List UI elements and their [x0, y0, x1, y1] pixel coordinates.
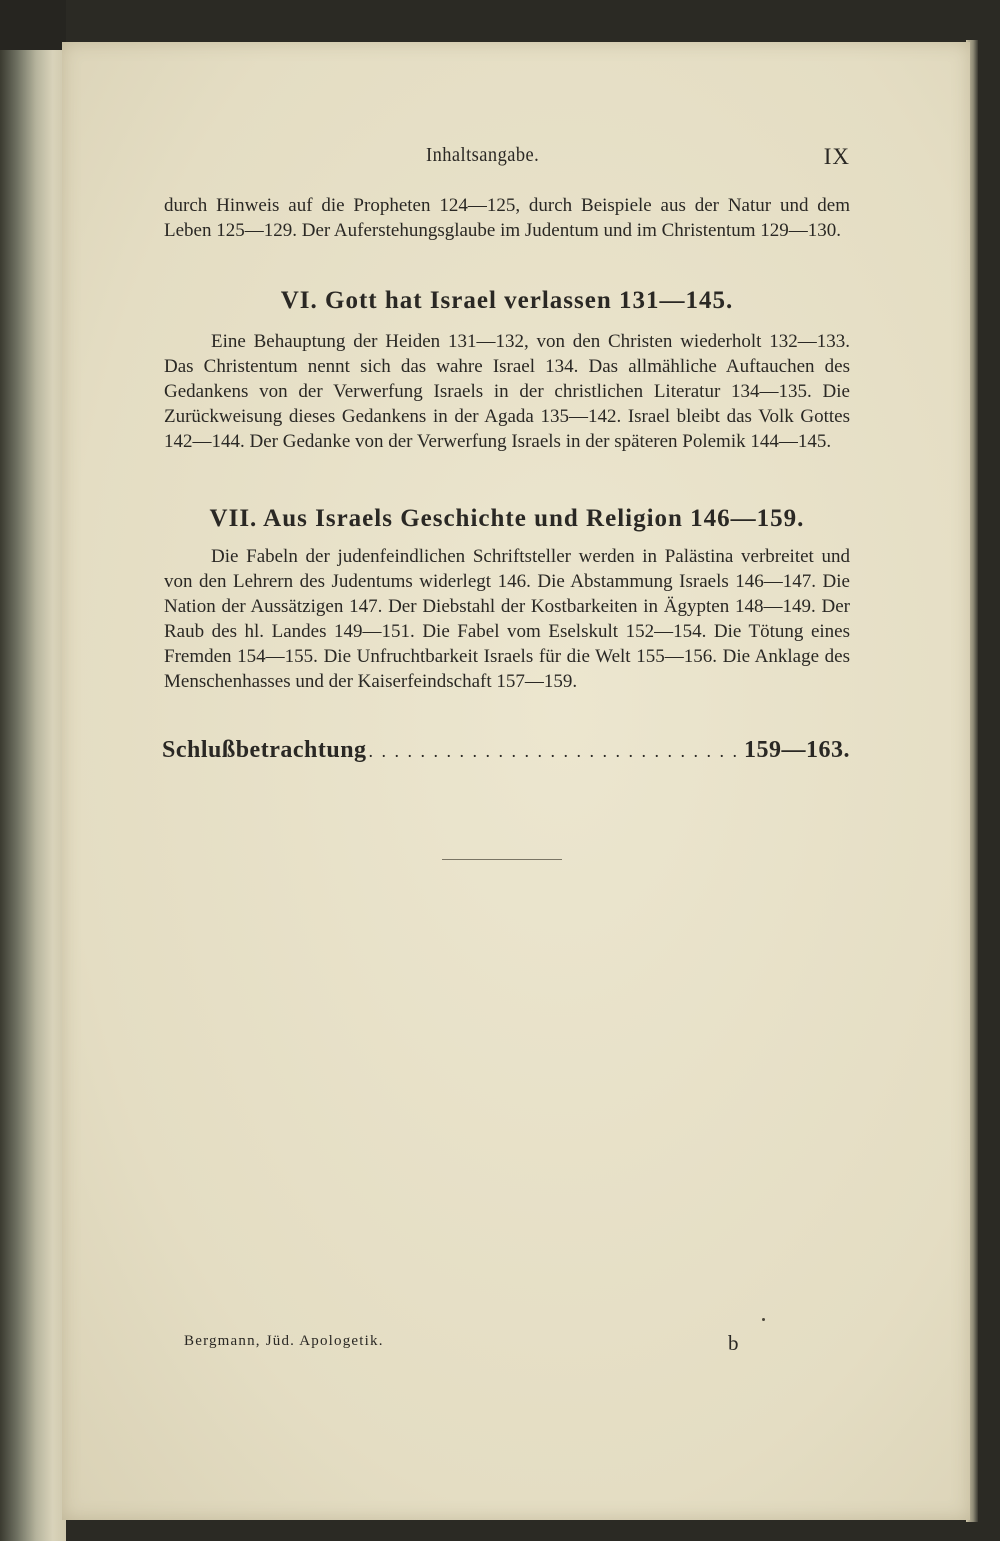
running-header [164, 144, 852, 174]
section-vii-title: VII. Aus Israels Geschichte und Religion 146—159. [209, 505, 805, 532]
toc-entry-conclusion [162, 737, 850, 764]
toc-label: Schlußbetrachtung [162, 737, 367, 763]
signature-mark: b [728, 1331, 739, 1355]
page-number: IX [823, 144, 850, 169]
header-title: Inhaltsangabe. [426, 144, 540, 166]
intro-paragraph: durch Hinweis auf die Propheten 124—125, durch Beispiele aus der Natur und dem Leben 125—129. Der Auferstehungsglaube im Judentum und im Christentum 129—130. [164, 195, 850, 241]
book-binding-shadow [0, 0, 66, 50]
paper-speck [762, 1318, 765, 1321]
toc-leader-dots [369, 741, 738, 762]
section-divider [442, 859, 562, 860]
section-vii-paragraph: Die Fabeln der judenfeindlichen Schriftsteller werden in Palästina verbreitet und von den Lehrern des Judentums widerlegt 146. Die Abstammung Israels 146—147. Die Nation der Aussätzigen 147. Der Diebstahl der Kostbarkeiten in Ägypten 148—149. Der Raub des hl. Landes 149—151. Die Fabel vom Eselskult 152—154. Die Tötung eines Fremden 154—155. Die Unfruchtbarkeit Israels für die Welt 155—156. Die Anklage des Menschenhasses und der Kaiserfeindschaft 157—159. [164, 546, 850, 692]
book-page [62, 42, 970, 1520]
section-vi-title: VI. Gott hat Israel verlassen 131—145. [280, 287, 734, 314]
toc-page-range: 159—163. [744, 737, 850, 763]
footer-book-title: Bergmann, Jüd. Apologetik. [184, 1333, 384, 1349]
section-vi-paragraph: Eine Behauptung der Heiden 131—132, von den Christen wiederholt 132—133. Das Christentum nennt sich das wahre Israel 134. Das allmähliche Auftauchen des Gedankens von der Verwerfung Israels in der christlichen Literatur 134—135. Die Zurückweisung dieses Gedankens in der Agada 135—142. Israel bleibt das Volk Gottes 142—144. Der Gedanke von der Verwerfung Israels in der späteren Polemik 144—145. [164, 331, 850, 452]
book-spine [0, 0, 66, 1541]
